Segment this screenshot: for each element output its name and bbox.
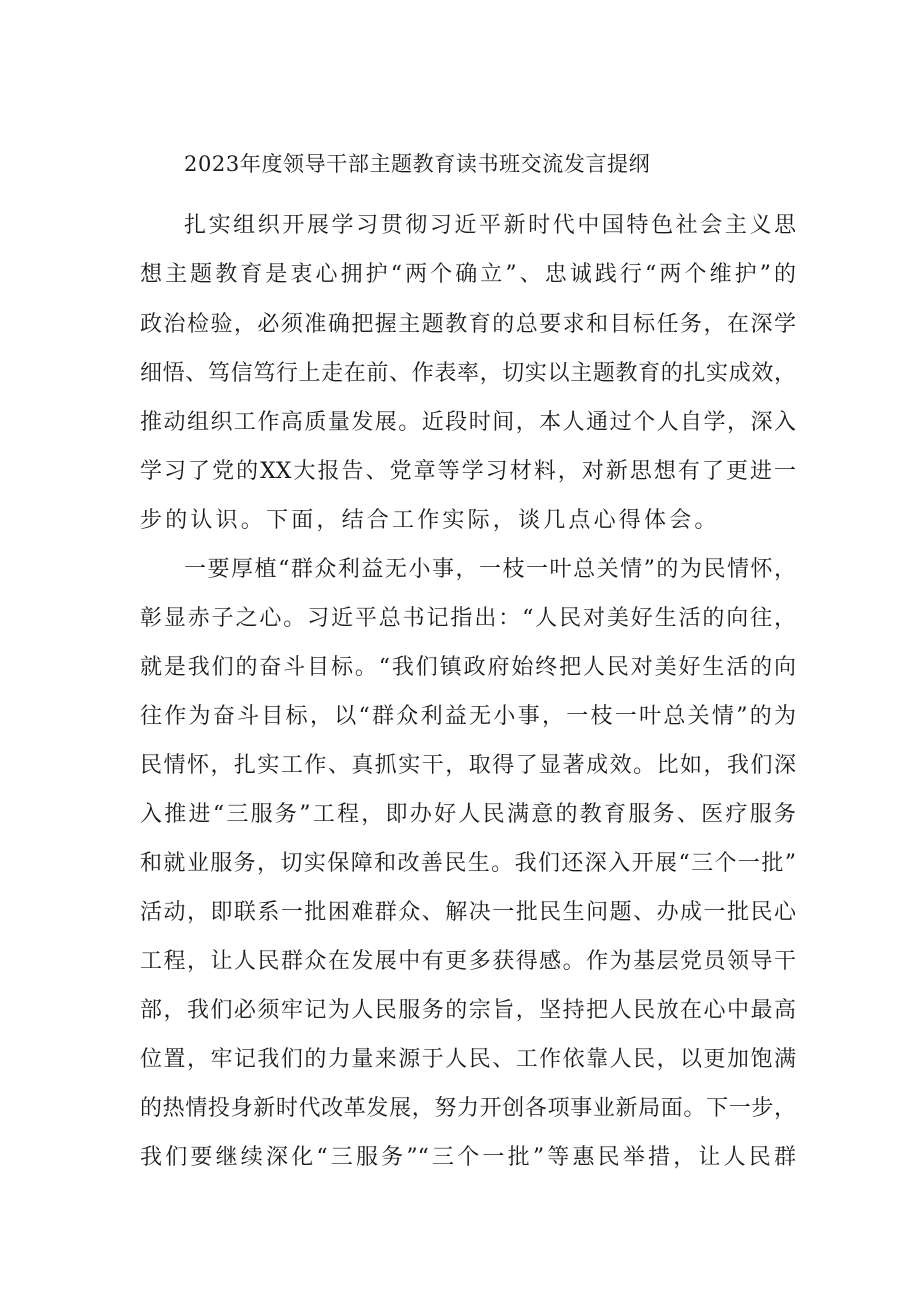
paragraph-line: 推动组织工作高质量发展。近段时间，本人通过个人自学，深入 (140, 410, 796, 435)
paragraph-line: 步的认识。下面，结合工作实际，谈几点心得体会。 (140, 508, 720, 533)
paragraph-line: 工程，让人民群众在发展中有更多获得感。作为基层党员领导干 (140, 949, 796, 974)
paragraph-line: 部，我们必须牢记为人民服务的宗旨，坚持把人民放在心中最高 (140, 998, 796, 1023)
paragraph-line: 政治检验，必须准确把握主题教育的总要求和目标任务，在深学 (140, 312, 796, 337)
paragraph-line: 一要厚植“群众利益无小事，一枝一叶总关情”的为民情怀， (184, 557, 796, 582)
paragraph-line: 彰显赤子之心。习近平总书记指出：“人民对美好生活的向往， (140, 606, 796, 631)
paragraph-line: 往作为奋斗目标，以“群众利益无小事，一枝一叶总关情”的为 (140, 704, 796, 729)
paragraph-line: 入推进“三服务”工程，即办好人民满意的教育服务、医疗服务 (140, 802, 796, 827)
paragraph-line: 扎实组织开展学习贯彻习近平新时代中国特色社会主义思 (184, 213, 796, 238)
paragraph-line: 我们要继续深化“三服务”“三个一批”等惠民举措，让人民群 (140, 1145, 796, 1170)
document-title: 2023年度领导干部主题教育读书班交流发言提纲 (184, 152, 651, 176)
paragraph-line: 位置，牢记我们的力量来源于人民、工作依靠人民，以更加饱满 (140, 1047, 796, 1072)
paragraph-line: 学习了党的XX大报告、党章等学习材料，对新思想有了更进一 (140, 459, 796, 484)
paragraph-line: 就是我们的奋斗目标。“我们镇政府始终把人民对美好生活的向 (140, 655, 796, 680)
paragraph-line: 活动，即联系一批困难群众、解决一批民生问题、办成一批民心 (140, 900, 796, 925)
paragraph-line: 的热情投身新时代改革发展，努力开创各项事业新局面。下一步， (140, 1096, 796, 1121)
paragraph-line: 和就业服务，切实保障和改善民生。我们还深入开展“三个一批” (140, 851, 796, 876)
paragraph-line: 细悟、笃信笃行上走在前、作表率，切实以主题教育的扎实成效， (140, 361, 796, 386)
paragraph-line: 想主题教育是衷心拥护“两个确立”、忠诚践行“两个维护”的 (140, 262, 796, 287)
paragraph-line: 民情怀，扎实工作、真抓实干，取得了显著成效。比如，我们深 (140, 753, 796, 778)
